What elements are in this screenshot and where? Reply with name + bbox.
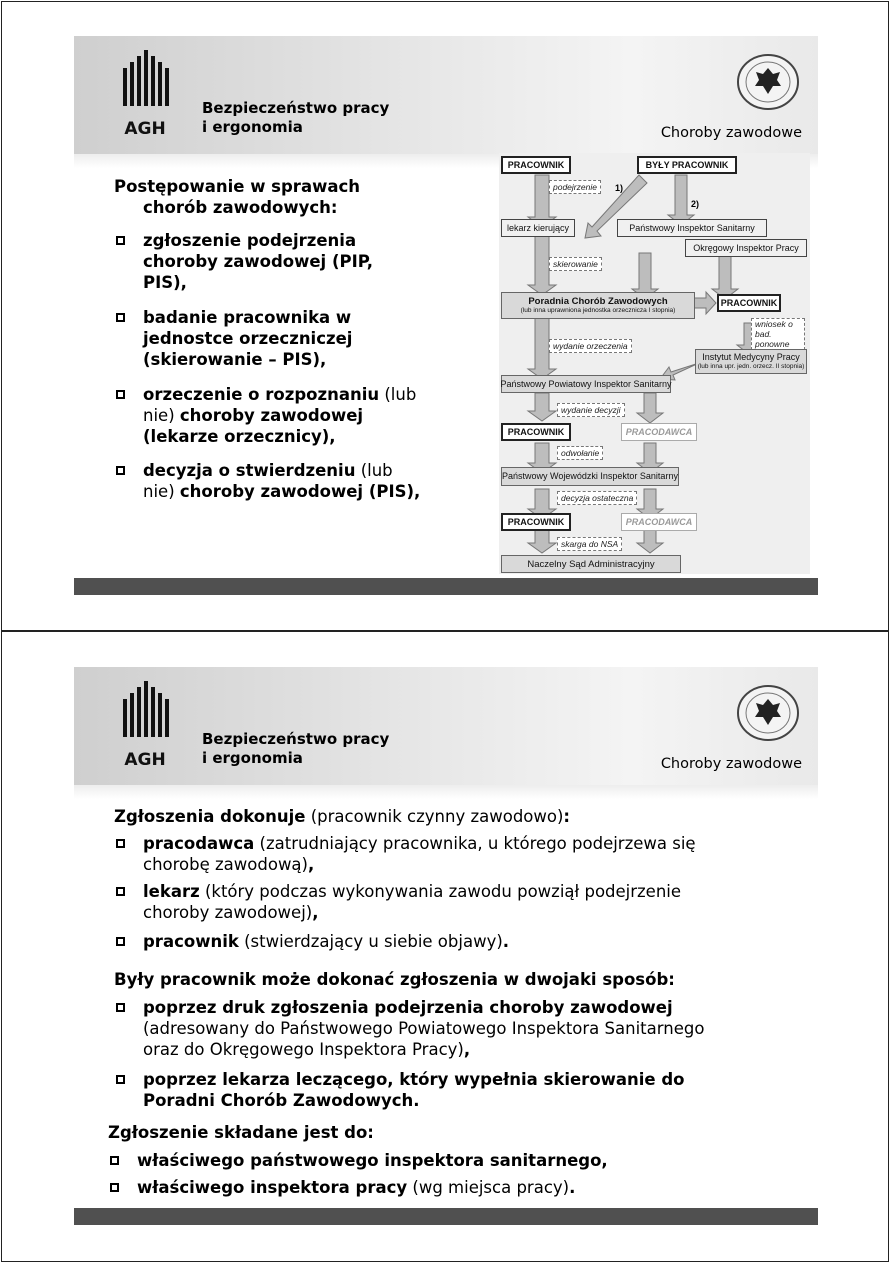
flow-note-podejrzenie: podejrzenie — [549, 180, 601, 194]
checkbox-bullet-icon — [116, 1075, 125, 1084]
checkbox-bullet-icon — [116, 937, 125, 946]
flow-pracodawca1-box: PRACODAWCA — [621, 423, 697, 441]
flow-pracodawca2-box: PRACODAWCA — [621, 513, 697, 531]
section-label: Choroby zawodowe — [660, 756, 802, 772]
flow-label-1: 1) — [615, 183, 624, 193]
slide2-heading-former-employee: Były pracownik może dokonać zgłoszenia w dwojaki sposób: — [114, 970, 675, 989]
slide1-heading: Postępowanie w sprawach chorób zawodowych: — [114, 177, 360, 217]
checkbox-bullet-icon — [116, 887, 125, 896]
checkbox-bullet-icon — [116, 236, 125, 245]
section-label: Choroby zawodowe — [660, 125, 802, 141]
flow-pracownik4-box: PRACOWNIK — [501, 513, 571, 531]
slide2-heading-submission: Zgłoszenie składane jest do: — [108, 1123, 374, 1142]
agh-logo-icon — [120, 679, 170, 769]
checkbox-bullet-icon — [116, 839, 125, 848]
slide-footer-bar — [74, 578, 818, 595]
slide2-intro: Zgłoszenia dokonuje (pracownik czynny zawodowo): — [114, 807, 571, 826]
flow-note-skierowanie: skierowanie — [549, 257, 602, 271]
procedure-flowchart — [499, 153, 810, 574]
flow-label-2: 2) — [691, 199, 700, 209]
flow-note-skarga: skarga do NSA — [557, 537, 622, 551]
slide-1: AGH Bezpieczeństwo pracy i ergonomia Choroby zawodowe Postępowanie w sprawach chorób zawodowych: zgłoszenie podejrzenia choroby zawodowej (PIP, PIS), badanie pracownika w jednostce orzeczniczej (skierowanie – PIS), orzeczenie o rozpoznaniu (lub nie) choroby zawodowej (lekarze orzecznicy), decyzja o stwierdzeniu (lub nie) choroby zawodowej (PIS), PRACOWNIK BYŁY PRACOWNIK podejrzenie 1) 2) lekarz kierujący Państwowy Inspektor Sanitarny Okręgowy Inspektor Pracy skierowanie Poradnia Chorób Zawodowych (lub inna uprawniona jednostka orzecznicza I stopnia) PRACOWNIK wniosek o bad. ponowne wydanie orzeczenia Instytut Medycyny Pracy (lub inna upr. jedn. orzecz. II stopnia) Państwowy Powiatowy Inspektor Sanitarny wydanie decyzji PRACOWNIK PRACODAWCA odwołanie Państwowy Wojewódzki Inspektor Sanitarny decyzja ostateczna PRACOWNIK PRACODAWCA skarga do NSA Naczelny Sąd Administracyjny — [74, 36, 818, 598]
university-emblem-icon — [734, 683, 802, 743]
logo-text: AGH — [124, 119, 166, 138]
course-title: Bezpieczeństwo pracy i ergonomia — [202, 99, 390, 136]
slide-2: AGH Bezpieczeństwo pracy i ergonomia Choroby zawodowe Zgłoszenia dokonuje (pracownik czynny zawodowo): pracodawca (zatrudniający pracownika, u którego podejrzewa się chorobę zawodową), lekarz (który podczas wykonywania zawodu powziął podejrzenie choroby zawodowej), pracownik (stwierdzający u siebie objawy). Były pracownik może dokonać zgłoszenia w dwojaki sposób: poprzez druk zgłoszenia podejrzenia choroby zawodowej (adresowany do Państwowego Powiatowego Inspektora Sanitarnego oraz do Okręgowego Inspektora Pracy), poprzez lekarza leczącego, który wypełnia skierowanie do Poradni Chorób Zawodowych. Zgłoszenie składane jest do: właściwego państwowego inspektora sanitarnego, właściwego inspektora pracy (wg miejsca pracy). — [74, 667, 818, 1229]
flow-lekarz-box: lekarz kierujący — [501, 219, 575, 237]
flow-pracownik3-box: PRACOWNIK — [501, 423, 571, 441]
flow-byly-pracownik-box: BYŁY PRACOWNIK — [637, 156, 737, 174]
flow-poradnia-box: Poradnia Chorób Zawodowych (lub inna uprawniona jednostka orzecznicza I stopnia) — [501, 292, 695, 319]
flow-nsa-box: Naczelny Sąd Administracyjny — [501, 555, 681, 573]
checkbox-bullet-icon — [110, 1183, 119, 1192]
flow-pracownik-box: PRACOWNIK — [501, 156, 571, 174]
checkbox-bullet-icon — [116, 390, 125, 399]
flow-imp-box: Instytut Medycyny Pracy (lub inna upr. jedn. orzecz. II stopnia) — [695, 349, 807, 374]
flow-note-wydanie-orzeczenia: wydanie orzeczenia — [549, 339, 632, 353]
university-emblem-icon — [734, 52, 802, 112]
slide-footer-bar — [74, 1208, 818, 1225]
checkbox-bullet-icon — [116, 466, 125, 475]
flow-note-odwolanie: odwołanie — [557, 446, 603, 460]
flow-note-wydanie-decyzji: wydanie decyzji — [557, 403, 625, 417]
agh-logo-icon — [120, 48, 170, 138]
flow-pwis-box: Państwowy Wojewódzki Inspektor Sanitarny — [501, 467, 679, 486]
flow-note-wniosek: wniosek o bad. ponowne — [751, 318, 805, 350]
course-title: Bezpieczeństwo pracy i ergonomia — [202, 730, 390, 767]
checkbox-bullet-icon — [116, 313, 125, 322]
flow-pis-box: Państwowy Inspektor Sanitarny — [617, 219, 767, 237]
flow-pracownik2-box: PRACOWNIK — [717, 294, 781, 312]
flow-note-decyzja-ostateczna: decyzja ostateczna — [557, 491, 637, 505]
flow-ppis-box: Państwowy Powiatowy Inspektor Sanitarny — [501, 375, 671, 393]
flow-oip-box: Okręgowy Inspektor Pracy — [685, 239, 807, 257]
checkbox-bullet-icon — [116, 1003, 125, 1012]
logo-text: AGH — [124, 750, 166, 769]
checkbox-bullet-icon — [110, 1156, 119, 1165]
